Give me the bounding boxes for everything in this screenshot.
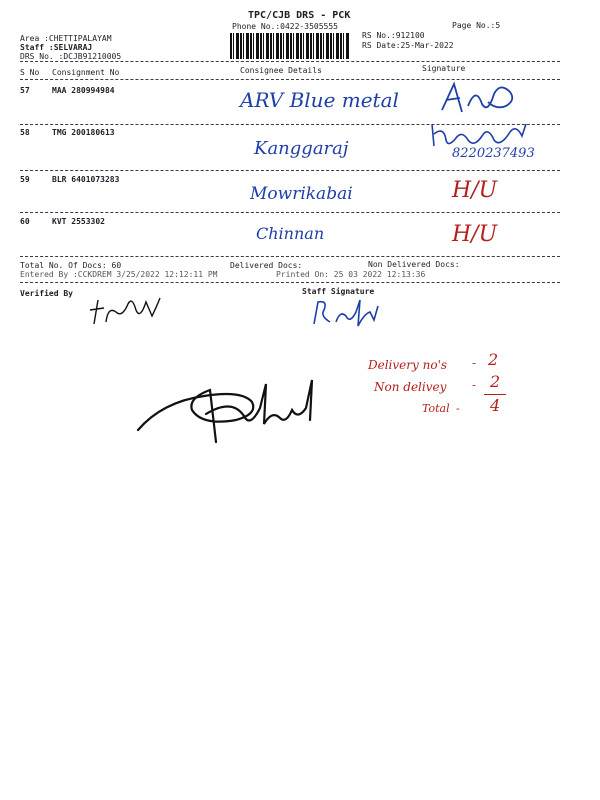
delivery-label: Delivery no's bbox=[368, 358, 448, 372]
col-signature: Signature bbox=[422, 64, 466, 73]
row-sno: 57 bbox=[20, 86, 30, 95]
non-delivery-dash: - bbox=[472, 378, 477, 392]
staff-signature bbox=[308, 296, 388, 330]
total-dash: - bbox=[456, 402, 460, 415]
non-delivery-label: Non delivey bbox=[374, 380, 447, 394]
row-consignee: Chinnan bbox=[256, 224, 325, 243]
row-sno: 59 bbox=[20, 175, 30, 184]
non-delivery-value: 2 bbox=[490, 372, 501, 391]
divider bbox=[20, 256, 560, 257]
barcode bbox=[230, 33, 350, 59]
row-signature: H/U bbox=[452, 222, 498, 247]
col-consignee: Consignee Details bbox=[240, 66, 322, 75]
row-sno: 60 bbox=[20, 217, 30, 226]
col-sno: S No bbox=[20, 68, 40, 77]
divider bbox=[20, 61, 560, 62]
row-consignment: MAA 280994984 bbox=[52, 86, 115, 95]
row-consignment: TMG 200180613 bbox=[52, 128, 115, 137]
row-phone-note: 8220237493 bbox=[452, 146, 535, 161]
row-consignee: Mowrikabai bbox=[250, 184, 353, 204]
drs-number: DRS No. :DCJB91210005 bbox=[20, 52, 122, 61]
delivered-docs: Delivered Docs: bbox=[230, 261, 303, 270]
col-consignment: Consignment No bbox=[52, 68, 120, 77]
verified-by-label: Verified By bbox=[20, 289, 73, 298]
row-signature: H/U bbox=[452, 178, 498, 203]
divider bbox=[20, 212, 560, 213]
row-consignee: Kanggaraj bbox=[254, 138, 349, 159]
row-consignment: BLR 6401073283 bbox=[52, 175, 120, 184]
row-consignment: KVT 2553302 bbox=[52, 217, 105, 226]
row-signature-scribble bbox=[436, 76, 520, 120]
staff-field: Staff :SELVARAJ bbox=[20, 43, 93, 52]
divider bbox=[20, 282, 560, 283]
verifier-signature bbox=[86, 288, 166, 334]
area-field: Area :CHETTIPALAYAM bbox=[20, 34, 112, 43]
rs-date: RS Date:25-Mar-2022 bbox=[362, 41, 454, 50]
total-label: Total bbox=[422, 402, 450, 415]
staff-signature-label: Staff Signature bbox=[302, 287, 375, 296]
document-title: TPC/CJB DRS - PCK bbox=[248, 10, 351, 21]
row-consignee: ARV Blue metal bbox=[240, 88, 399, 112]
phone-number: Phone No.:0422-3505555 bbox=[232, 22, 338, 31]
total-docs: Total No. Of Docs: 60 bbox=[20, 261, 122, 270]
entered-by: Entered By :CCKDREM 3/25/2022 12:12:11 PM bbox=[20, 270, 218, 279]
page-number: Page No.:5 bbox=[452, 21, 501, 30]
non-delivered-docs: Non Delivered Docs: bbox=[368, 260, 460, 269]
manager-signature bbox=[132, 368, 332, 450]
total-underline bbox=[484, 394, 506, 395]
delivery-dash: - bbox=[472, 356, 477, 370]
row-sno: 58 bbox=[20, 128, 30, 137]
delivery-value: 2 bbox=[488, 350, 499, 369]
printed-on: Printed On: 25 03 2022 12:13:36 bbox=[276, 270, 426, 279]
rs-number: RS No.:912100 bbox=[362, 31, 425, 40]
divider bbox=[20, 170, 560, 171]
total-value: 4 bbox=[490, 396, 501, 415]
